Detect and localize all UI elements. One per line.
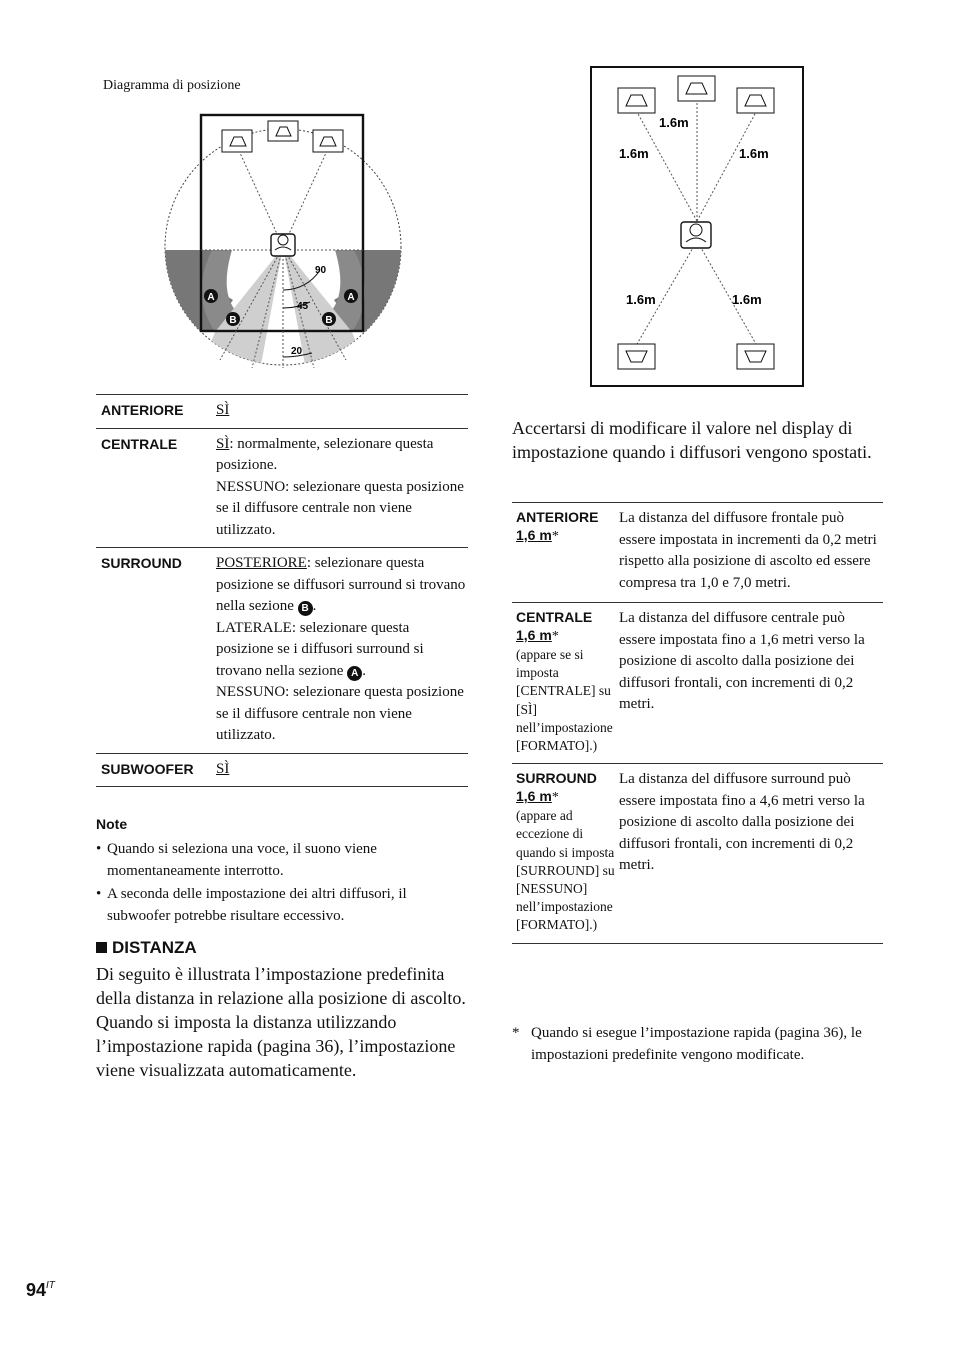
asterisk: *: [551, 629, 559, 644]
row-label: CENTRALE: [516, 609, 593, 625]
table-row: [96, 547, 468, 753]
page-number-value: 94: [26, 1280, 47, 1300]
list-item: • Quando si seleziona una voce, il suono viene momentaneamente interrotto.: [96, 841, 377, 879]
default-value: 1,6 m: [516, 527, 552, 543]
punctuation: .: [312, 598, 317, 614]
angle-label: 45: [297, 301, 309, 312]
diagram-caption: Diagramma di posizione: [103, 78, 241, 93]
speaker-icon: [268, 121, 298, 141]
note-text: Quando si seleziona una voce, il suono viene momentaneamente interrotto.: [107, 841, 377, 879]
note-text: A seconda delle impostazione dei altri diffusori, il subwoofer potrebbe risultare eccessivo.: [107, 886, 407, 924]
row-label: SUBWOOFER: [101, 760, 194, 777]
row-label: SURROUND: [516, 770, 597, 787]
row-note: (appare se si imposta [CENTRALE] su [SÌ] nell’impostazione [FORMATO].): [516, 647, 613, 754]
speaker-position-diagram: [160, 110, 410, 370]
speaker-icon: [313, 130, 343, 152]
default-value: 1,6 m: [516, 627, 552, 643]
angle-label: 20: [291, 346, 303, 357]
distance-label: 1.6m: [659, 115, 689, 130]
zone-b-label: B: [229, 315, 237, 326]
paragraph: Quando si imposta la distanza utilizzando l’impostazione rapida (pagina 36), l’impostazione viene visualizzata automaticamente.: [96, 1012, 456, 1080]
distance-table: [512, 502, 883, 944]
value-text: NESSUNO: selezionare questa posizione se il diffusore centrale non viene utilizzato.: [216, 684, 464, 743]
punctuation: .: [362, 662, 366, 679]
speaker-distance-diagram: [590, 66, 805, 388]
intro-paragraph: Accertarsi di modificare il valore nel display di impostazione quando i diffusori vengono spostati.: [512, 418, 872, 462]
row-label: ANTERIORE: [516, 509, 599, 525]
default-value: 1,6 m: [516, 788, 552, 805]
section-title: DISTANZA: [112, 938, 197, 957]
footnote-text: Quando si esegue l’impostazione rapida (pagina 36), le impostazioni predefinite vengono modificate.: [531, 1025, 862, 1063]
value-underlined: SÌ: [216, 435, 230, 452]
speaker-icon: [618, 344, 655, 369]
zone-a-label: A: [207, 292, 215, 303]
zone-a-label: A: [347, 292, 355, 303]
table-row: [96, 753, 468, 788]
zone-b-badge: B: [298, 601, 313, 616]
value-underlined: POSTERIORE: [216, 555, 307, 571]
value-underlined: SÌ: [216, 402, 230, 418]
table-row: [512, 502, 883, 602]
footnote-marker: *: [512, 1025, 520, 1041]
row-label: ANTERIORE: [101, 402, 184, 418]
distance-label: 1.6m: [732, 292, 762, 307]
speaker-icon: [222, 130, 252, 152]
page-language-suffix: IT: [46, 1280, 55, 1291]
section-body: [96, 962, 471, 1082]
table-row: [512, 763, 883, 943]
speaker-settings-table: [96, 394, 468, 787]
footnote: [512, 1022, 884, 1066]
section-heading: [96, 938, 197, 958]
value-text: : selezionare questa posizione se diffusori surround si trovano nella sezione: [216, 555, 466, 614]
note-heading: Note: [96, 816, 128, 832]
angle-label: 90: [315, 265, 327, 276]
distance-label: 1.6m: [619, 146, 649, 161]
row-description: La distanza del diffusore centrale può essere impostata fino a 1,6 metri verso la posizione di ascolto dalla posizione dei diffusori frontali, con incrementi di 0,2 metri.: [619, 610, 865, 712]
row-label: CENTRALE: [101, 435, 178, 452]
row-note: (appare ad eccezione di quando si imposta [SURROUND] su [NESSUNO] nell’impostazione [FORMATO].): [516, 808, 615, 933]
value-text: LATERALE: selezionare questa posizione se i diffusori surround si trovano nella sezione: [216, 619, 424, 679]
value-text: : normalmente, selezionare questa posizione.: [216, 435, 434, 473]
row-label: SURROUND: [101, 555, 182, 571]
row-description: La distanza del diffusore frontale può essere impostata in incrementi da 0,2 metri rispetto alla posizione di ascolto ed essere compresa tra 1,0 e 7,0 metri.: [619, 510, 877, 591]
zone-b-label: B: [325, 315, 333, 326]
note-list: [96, 838, 468, 928]
table-row: [96, 394, 468, 428]
speaker-icon: [678, 76, 715, 101]
table-row: [512, 602, 883, 763]
distance-label: 1.6m: [626, 292, 656, 307]
value-text: NESSUNO: selezionare questa posizione se il diffusore centrale non viene utilizzato.: [216, 478, 464, 538]
asterisk: *: [551, 790, 559, 806]
square-bullet-icon: [96, 942, 107, 953]
table-row: [96, 428, 468, 548]
distance-label: 1.6m: [739, 146, 769, 161]
asterisk: *: [551, 529, 559, 544]
zone-a-badge: A: [347, 666, 362, 681]
listener-icon: [681, 222, 711, 248]
speaker-icon: [618, 88, 655, 113]
paragraph: Di seguito è illustrata l’impostazione predefinita della distanza in relazione alla posizione di ascolto.: [96, 964, 466, 1008]
speaker-icon: [737, 88, 774, 113]
speaker-icon: [737, 344, 774, 369]
listener-icon: [271, 234, 295, 256]
row-description: La distanza del diffusore surround può essere impostata fino a 4,6 metri verso la posizione di ascolto dalla posizione dei diffusori frontali, con incrementi di 0,2 metri.: [619, 771, 865, 874]
value-underlined: SÌ: [216, 760, 230, 777]
page-number: [26, 1280, 55, 1301]
list-item: • A seconda delle impostazione dei altri diffusori, il subwoofer potrebbe risultare eccessivo.: [96, 886, 407, 924]
